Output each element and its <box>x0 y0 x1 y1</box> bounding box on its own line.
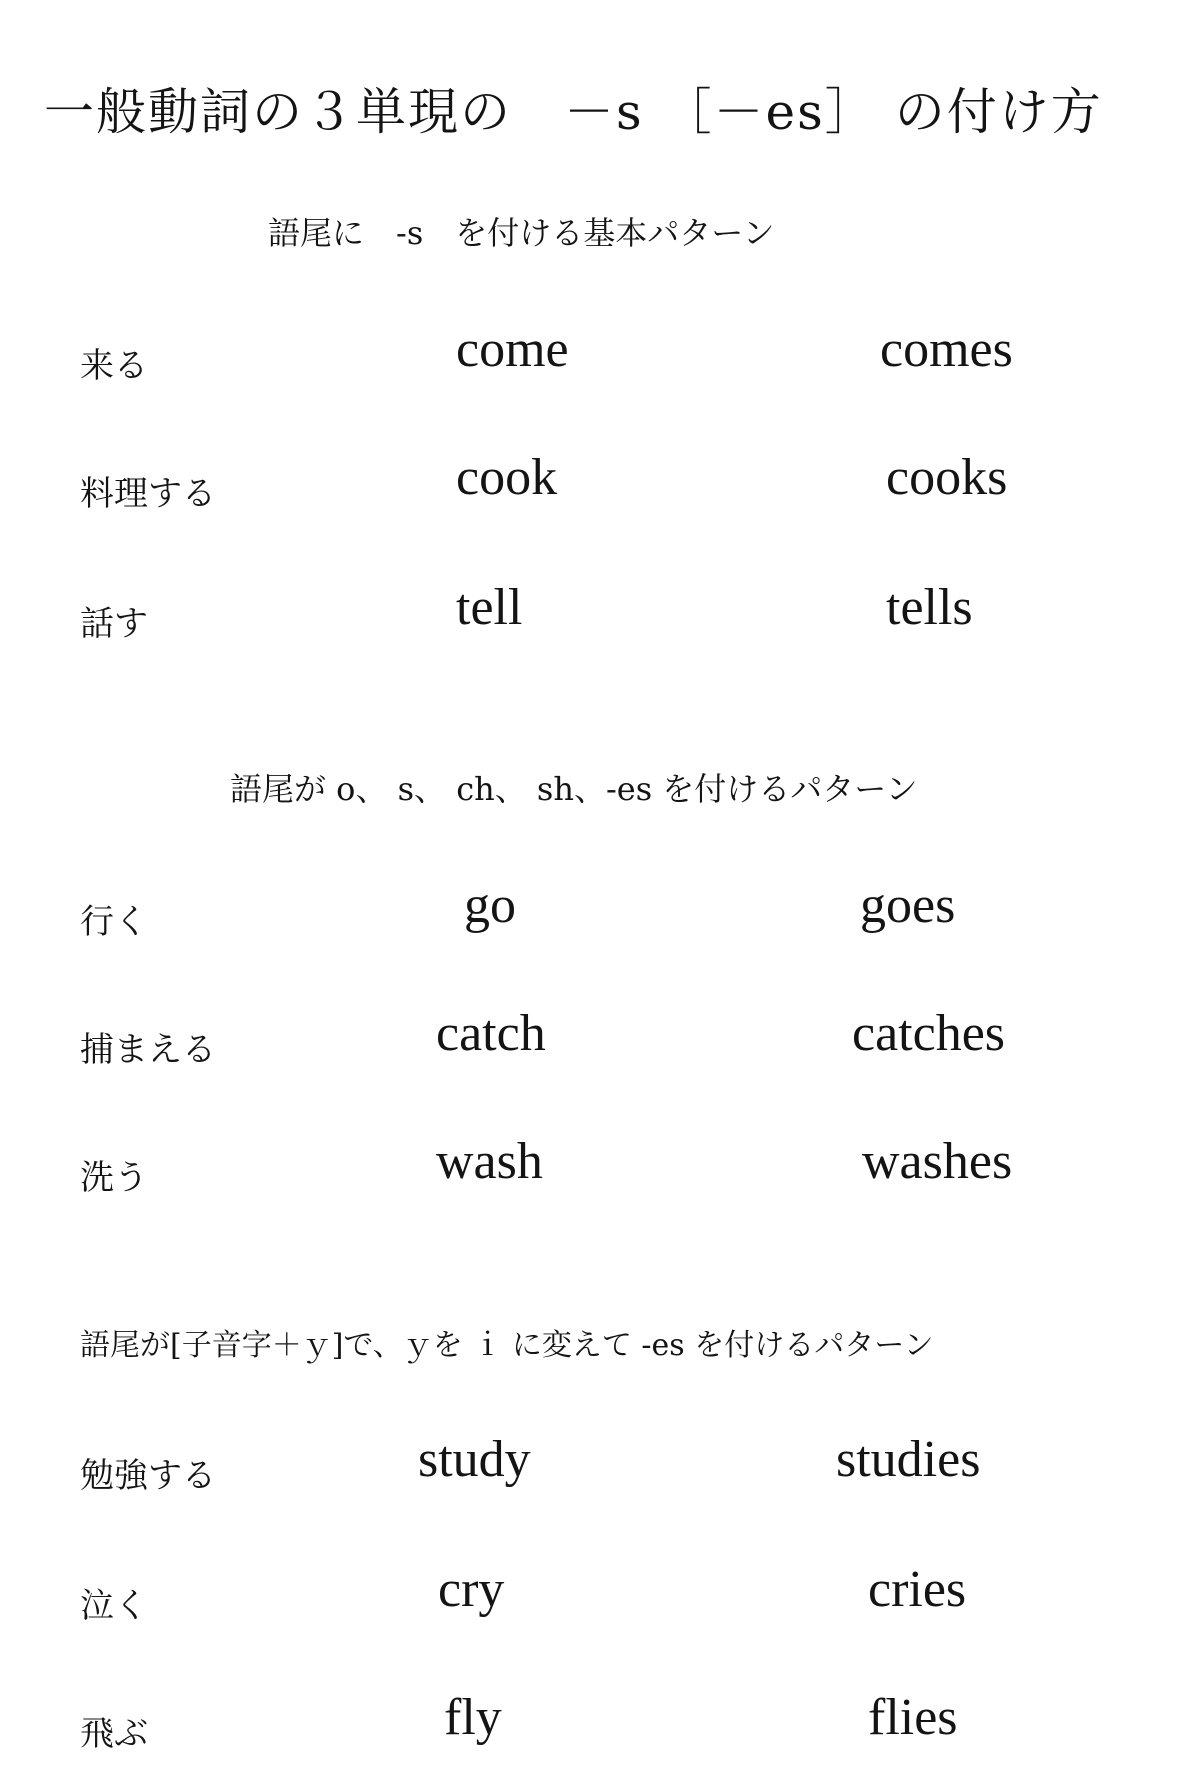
base-form: wash <box>436 1133 543 1190</box>
verb-row <box>0 448 1180 528</box>
verb-row <box>0 1430 1180 1510</box>
base-form: catch <box>436 1005 546 1062</box>
verb-row <box>0 1688 1180 1768</box>
section-heading-basic: 語尾に -s を付ける基本パターン <box>268 214 775 252</box>
verb-row <box>0 1132 1180 1212</box>
base-form: go <box>464 877 516 934</box>
third-person-form: washes <box>862 1133 1013 1190</box>
base-form: cry <box>438 1561 505 1618</box>
japanese-meaning: 行く <box>80 902 148 942</box>
third-person-form: studies <box>836 1431 981 1488</box>
section-heading-es: 語尾が o、 s、 ch、 sh、-es を付けるパターン <box>230 770 918 808</box>
verb-row <box>0 320 1180 400</box>
japanese-meaning: 来る <box>80 346 148 386</box>
third-person-form: catches <box>852 1005 1006 1062</box>
third-person-form: goes <box>860 877 956 934</box>
third-person-form: cries <box>868 1561 967 1618</box>
page-title: 一般動詞の３単現の －s ［－es］ の付け方 <box>44 83 1103 141</box>
third-person-form: cooks <box>886 449 1008 506</box>
base-form: fly <box>444 1689 502 1746</box>
japanese-meaning: 料理する <box>80 474 216 514</box>
base-form: come <box>456 321 569 378</box>
verb-row <box>0 876 1180 956</box>
base-form: tell <box>456 579 523 636</box>
third-person-form: flies <box>868 1689 958 1746</box>
japanese-meaning: 捕まえる <box>80 1030 216 1070</box>
base-form: study <box>418 1431 531 1488</box>
japanese-meaning: 飛ぶ <box>80 1714 148 1754</box>
japanese-meaning: 泣く <box>80 1586 148 1626</box>
japanese-meaning: 洗う <box>80 1158 148 1198</box>
section-heading-ies: 語尾が[子音字＋ｙ]で、ｙを ｉ に変えて -es を付けるパターン <box>80 1328 934 1363</box>
japanese-meaning: 話す <box>80 604 148 644</box>
verb-row <box>0 578 1180 658</box>
verb-row <box>0 1560 1180 1640</box>
base-form: cook <box>456 449 558 506</box>
japanese-meaning: 勉強する <box>80 1456 216 1496</box>
third-person-form: tells <box>886 579 973 636</box>
third-person-form: comes <box>880 321 1013 378</box>
verb-row <box>0 1004 1180 1084</box>
